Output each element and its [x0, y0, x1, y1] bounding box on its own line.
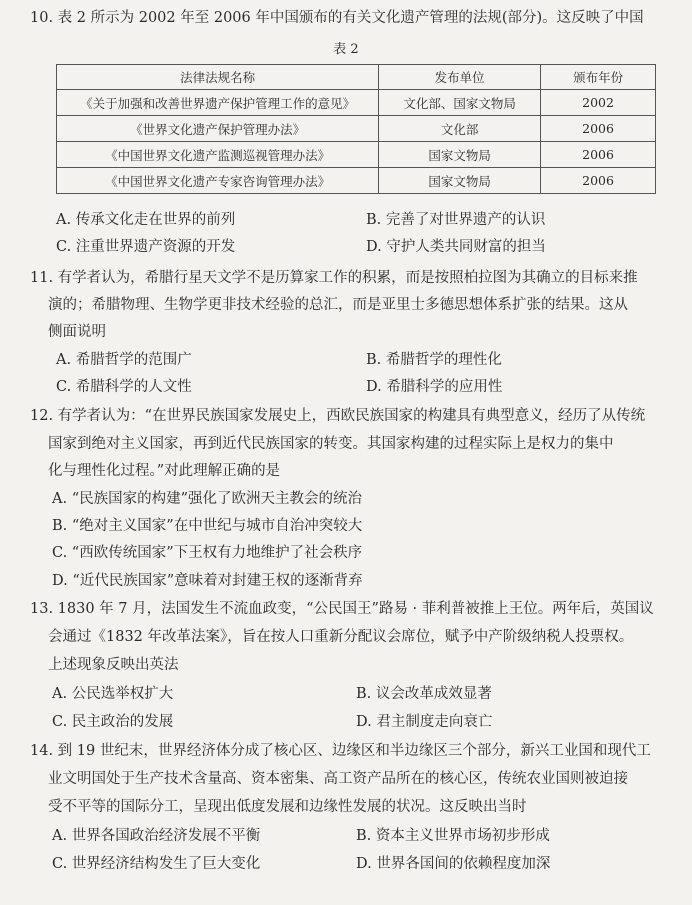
cell-name: 《中国世界文化遗产监测巡视管理办法》	[57, 142, 379, 168]
cell-year: 2006	[541, 168, 656, 194]
q11-option-a: A. 希腊哲学的范围广	[56, 352, 192, 368]
q12-option-d: D. “近代民族国家”意味着对封建王权的逐渐背弃	[52, 573, 363, 589]
q11-option-d: D. 希腊科学的应用性	[366, 379, 503, 395]
cell-year: 2002	[541, 90, 656, 116]
cell-issuer: 国家文物局	[379, 142, 541, 168]
table-row	[57, 142, 656, 168]
q11-stem-line: 演的；希腊物理、生物学更非技术经验的总汇，而是亚里士多德思想体系扩张的结果。这从	[48, 297, 628, 313]
table-row	[57, 116, 656, 142]
q11-option-b: B. 希腊哲学的理性化	[366, 352, 502, 368]
q10-option-a: A. 传承文化走在世界的前列	[56, 212, 236, 228]
q10-option-b: B. 完善了对世界遗产的认识	[366, 212, 546, 228]
cell-name: 《世界文化遗产保护管理办法》	[57, 116, 379, 142]
cell-issuer: 国家文物局	[379, 168, 541, 194]
q14-option-a: A. 世界各国政治经济发展不平衡	[52, 828, 261, 844]
table-row	[57, 168, 656, 194]
q13-stem-line: 会通过《1832 年改革法案》，旨在按人口重新分配议会席位，赋予中产阶级纳税人投票权。	[48, 629, 634, 645]
q11-option-c: C. 希腊科学的人文性	[56, 379, 192, 395]
q13-option-a: A. 公民选举权扩大	[52, 686, 174, 702]
q13-option-c: C. 民主政治的发展	[52, 714, 174, 730]
header-issuer: 发布单位	[379, 65, 541, 90]
table-caption: 表 2	[333, 42, 359, 57]
table-header-row	[57, 65, 656, 90]
q13-stem-line: 13. 1830 年 7 月，法国发生不流血政变，“公民国王”路易 · 菲利普被推上王位。两年后，英国议	[30, 601, 654, 617]
header-name: 法律法规名称	[57, 65, 379, 90]
q13-option-d: D. 君主制度走向衰亡	[356, 714, 493, 730]
cell-issuer: 文化部、国家文物局	[379, 90, 541, 116]
q11-stem-line: 侧面说明	[48, 324, 106, 340]
q14-stem-line: 业文明国处于生产技术含量高、资本密集、高工资产品所在的核心区，传统农业国则被迫接	[48, 771, 628, 787]
q12-stem-line: 国家到绝对主义国家，再到近代民族国家的转变。其国家构建的过程实际上是权力的集中	[48, 436, 614, 452]
q12-option-b: B. “绝对主义国家”在中世纪与城市自治冲突较大	[52, 518, 363, 534]
q13-stem-line: 上述现象反映出英法	[48, 657, 179, 673]
q12-stem-line: 12. 有学者认为：“在世界民族国家发展史上，西欧民族国家的构建具有典型意义，经历了从传统	[30, 408, 646, 424]
q14-option-b: B. 资本主义世界市场初步形成	[356, 828, 550, 844]
cell-name: 《关于加强和改善世界遗产保护管理工作的意见》	[57, 90, 379, 116]
q11-stem-line: 11. 有学者认为，希腊行星天文学不是历算家工作的积累，而是按照柏拉图为其确立的目标来推	[30, 270, 638, 286]
cell-year: 2006	[541, 142, 656, 168]
q10-option-d: D. 守护人类共同财富的担当	[366, 239, 546, 255]
q14-option-c: C. 世界经济结构发生了巨大变化	[52, 856, 261, 872]
cell-issuer: 文化部	[379, 116, 541, 142]
header-year: 颁布年份	[541, 65, 656, 90]
q12-option-c: C. “西欧传统国家”下王权有力地维护了社会秩序	[52, 545, 363, 561]
q10-stem: 10. 表 2 所示为 2002 年至 2006 年中国颁布的有关文化遗产管理的法规(部分)。这反映了中国	[30, 10, 644, 26]
q14-stem-line: 受不平等的国际分工，呈现出低度发展和边缘性发展的状况。这反映出当时	[48, 799, 527, 815]
regulations-table	[56, 64, 656, 194]
q14-stem-line: 14. 到 19 世纪末，世界经济体分成了核心区、边缘区和半边缘区三个部分，新兴工业国和现代工	[30, 743, 651, 759]
q14-option-d: D. 世界各国间的依赖程度加深	[356, 856, 551, 872]
cell-year: 2006	[541, 116, 656, 142]
q13-option-b: B. 议会改革成效显著	[356, 686, 492, 702]
q12-stem-line: 化与理性化过程。”对此理解正确的是	[48, 463, 281, 479]
cell-name: 《中国世界文化遗产专家咨询管理办法》	[57, 168, 379, 194]
q10-option-c: C. 注重世界遗产资源的开发	[56, 239, 236, 255]
table-row	[57, 90, 656, 116]
q12-option-a: A. “民族国家的构建”强化了欧洲天主教会的统治	[52, 491, 363, 507]
